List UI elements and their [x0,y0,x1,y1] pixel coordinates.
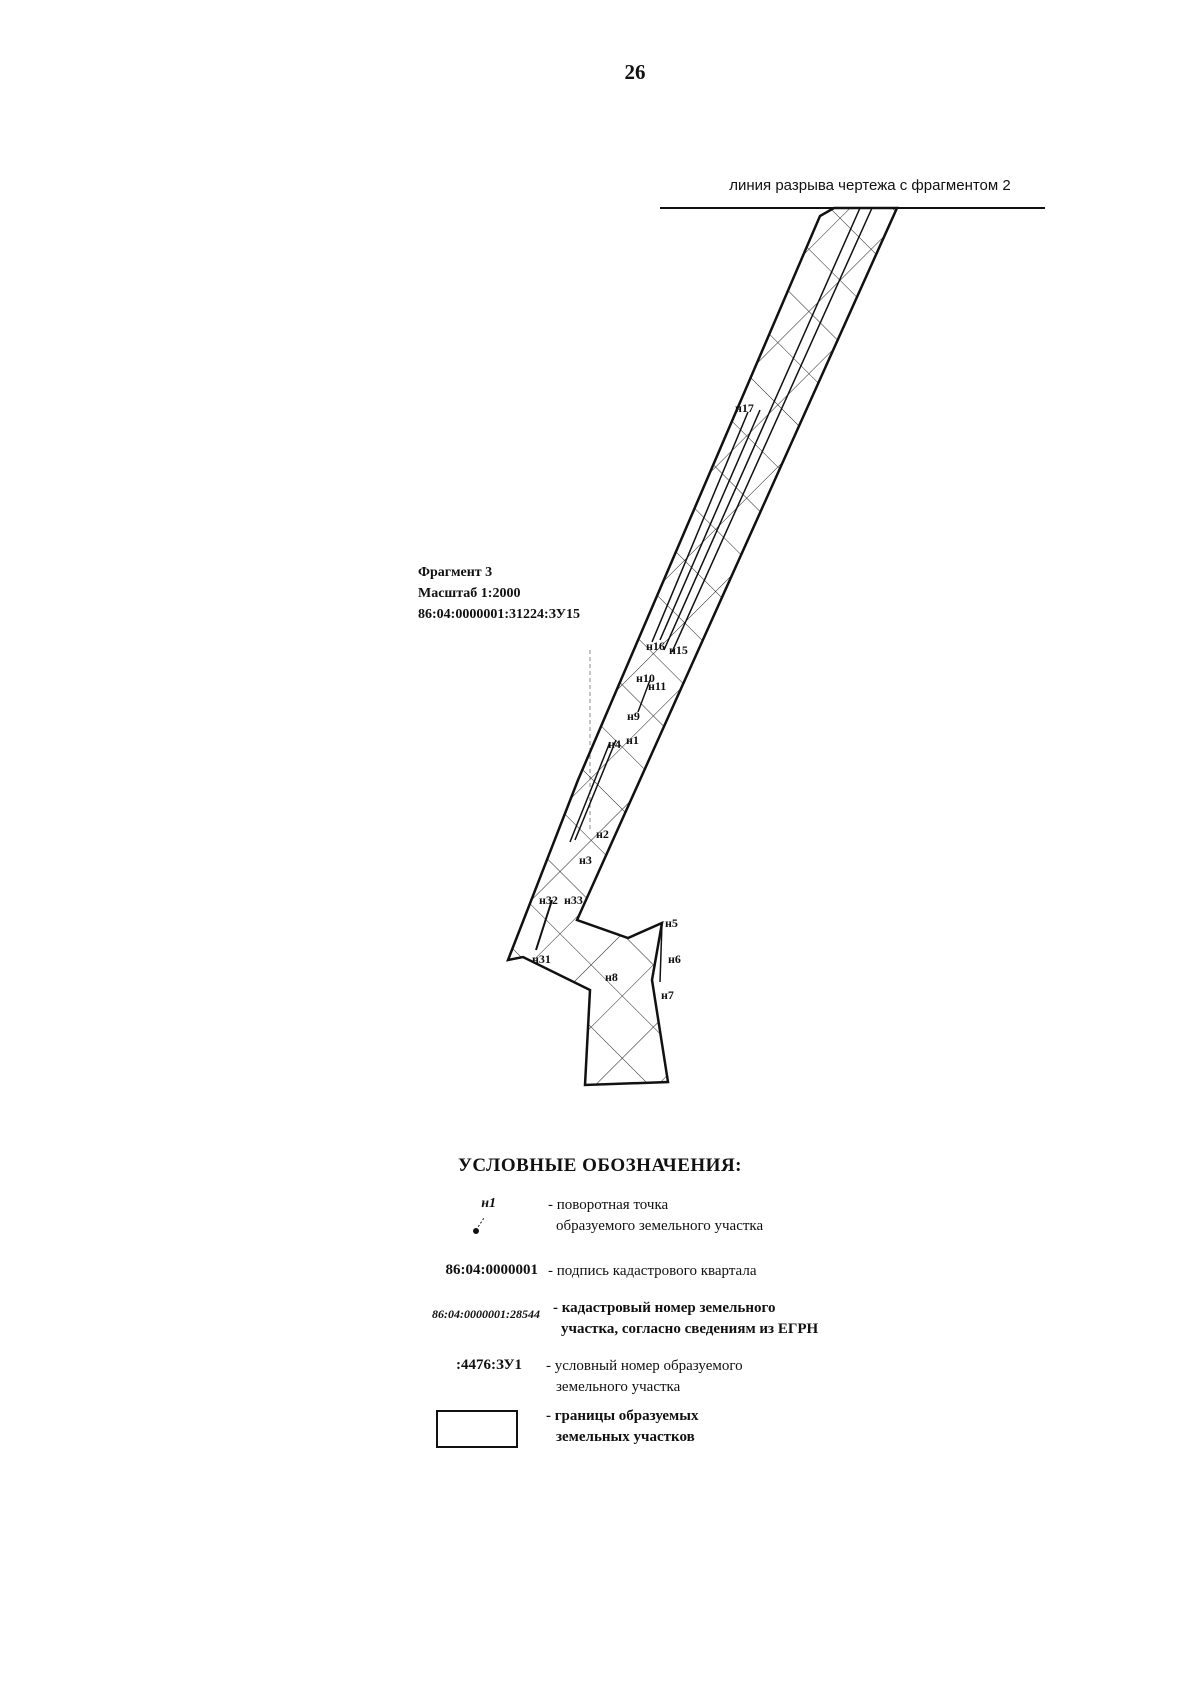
inner-line [672,208,872,652]
break-line-label: линия разрыва чертежа с фрагментом 2 [729,177,1011,194]
fragment-parcel-id: 86:04:0000001:31224:ЗУ15 [418,607,580,622]
point-label: н15 [669,643,688,657]
point-label: н1 [626,733,639,747]
fragment-name: Фрагмент 3 [418,565,493,580]
boundary-swatch [436,1410,518,1448]
point-label: н10 [636,671,655,685]
turning-point-icon [468,1212,492,1236]
legend-symbol: :4476:ЗУ1 [455,1357,522,1373]
legend-symbol: 86:04:0000001 [445,1262,538,1278]
point-label: н5 [665,916,678,930]
point-label: н8 [605,970,618,984]
inner-line [664,208,860,650]
legend-symbol: н1 [481,1196,496,1211]
point-label: н6 [668,952,681,966]
point-label: н7 [661,988,674,1002]
fragment-scale: Масштаб 1:2000 [418,586,521,601]
point-label: н16 [646,639,665,653]
legend-title: УСЛОВНЫЕ ОБОЗНАЧЕНИЯ: [457,1155,742,1176]
legend-symbol: 86:04:0000001:28544 [432,1307,540,1321]
legend-desc: - подпись кадастрового квартала [548,1263,757,1279]
point-label: н33 [564,893,583,907]
page-number: 26 [624,60,646,84]
point-label: н2 [596,827,609,841]
point-label: н31 [532,952,551,966]
legend-desc: - условный номер образуемого земельного участка [546,1358,743,1395]
point-label: н4 [608,737,621,751]
point-label: н32 [539,893,558,907]
parcel-boundary [508,208,897,1085]
point-label: н17 [735,401,754,415]
point-label: н9 [627,709,640,723]
legend-desc: - границы образуемых земельных участков [546,1408,699,1445]
legend-desc: - поворотная точка образуемого земельного участка [548,1197,764,1234]
legend-desc: - кадастровый номер земельного участка, согласно сведениям из ЕГРН [553,1300,819,1337]
point-label: н11 [648,679,667,693]
point-label: н3 [579,853,592,867]
